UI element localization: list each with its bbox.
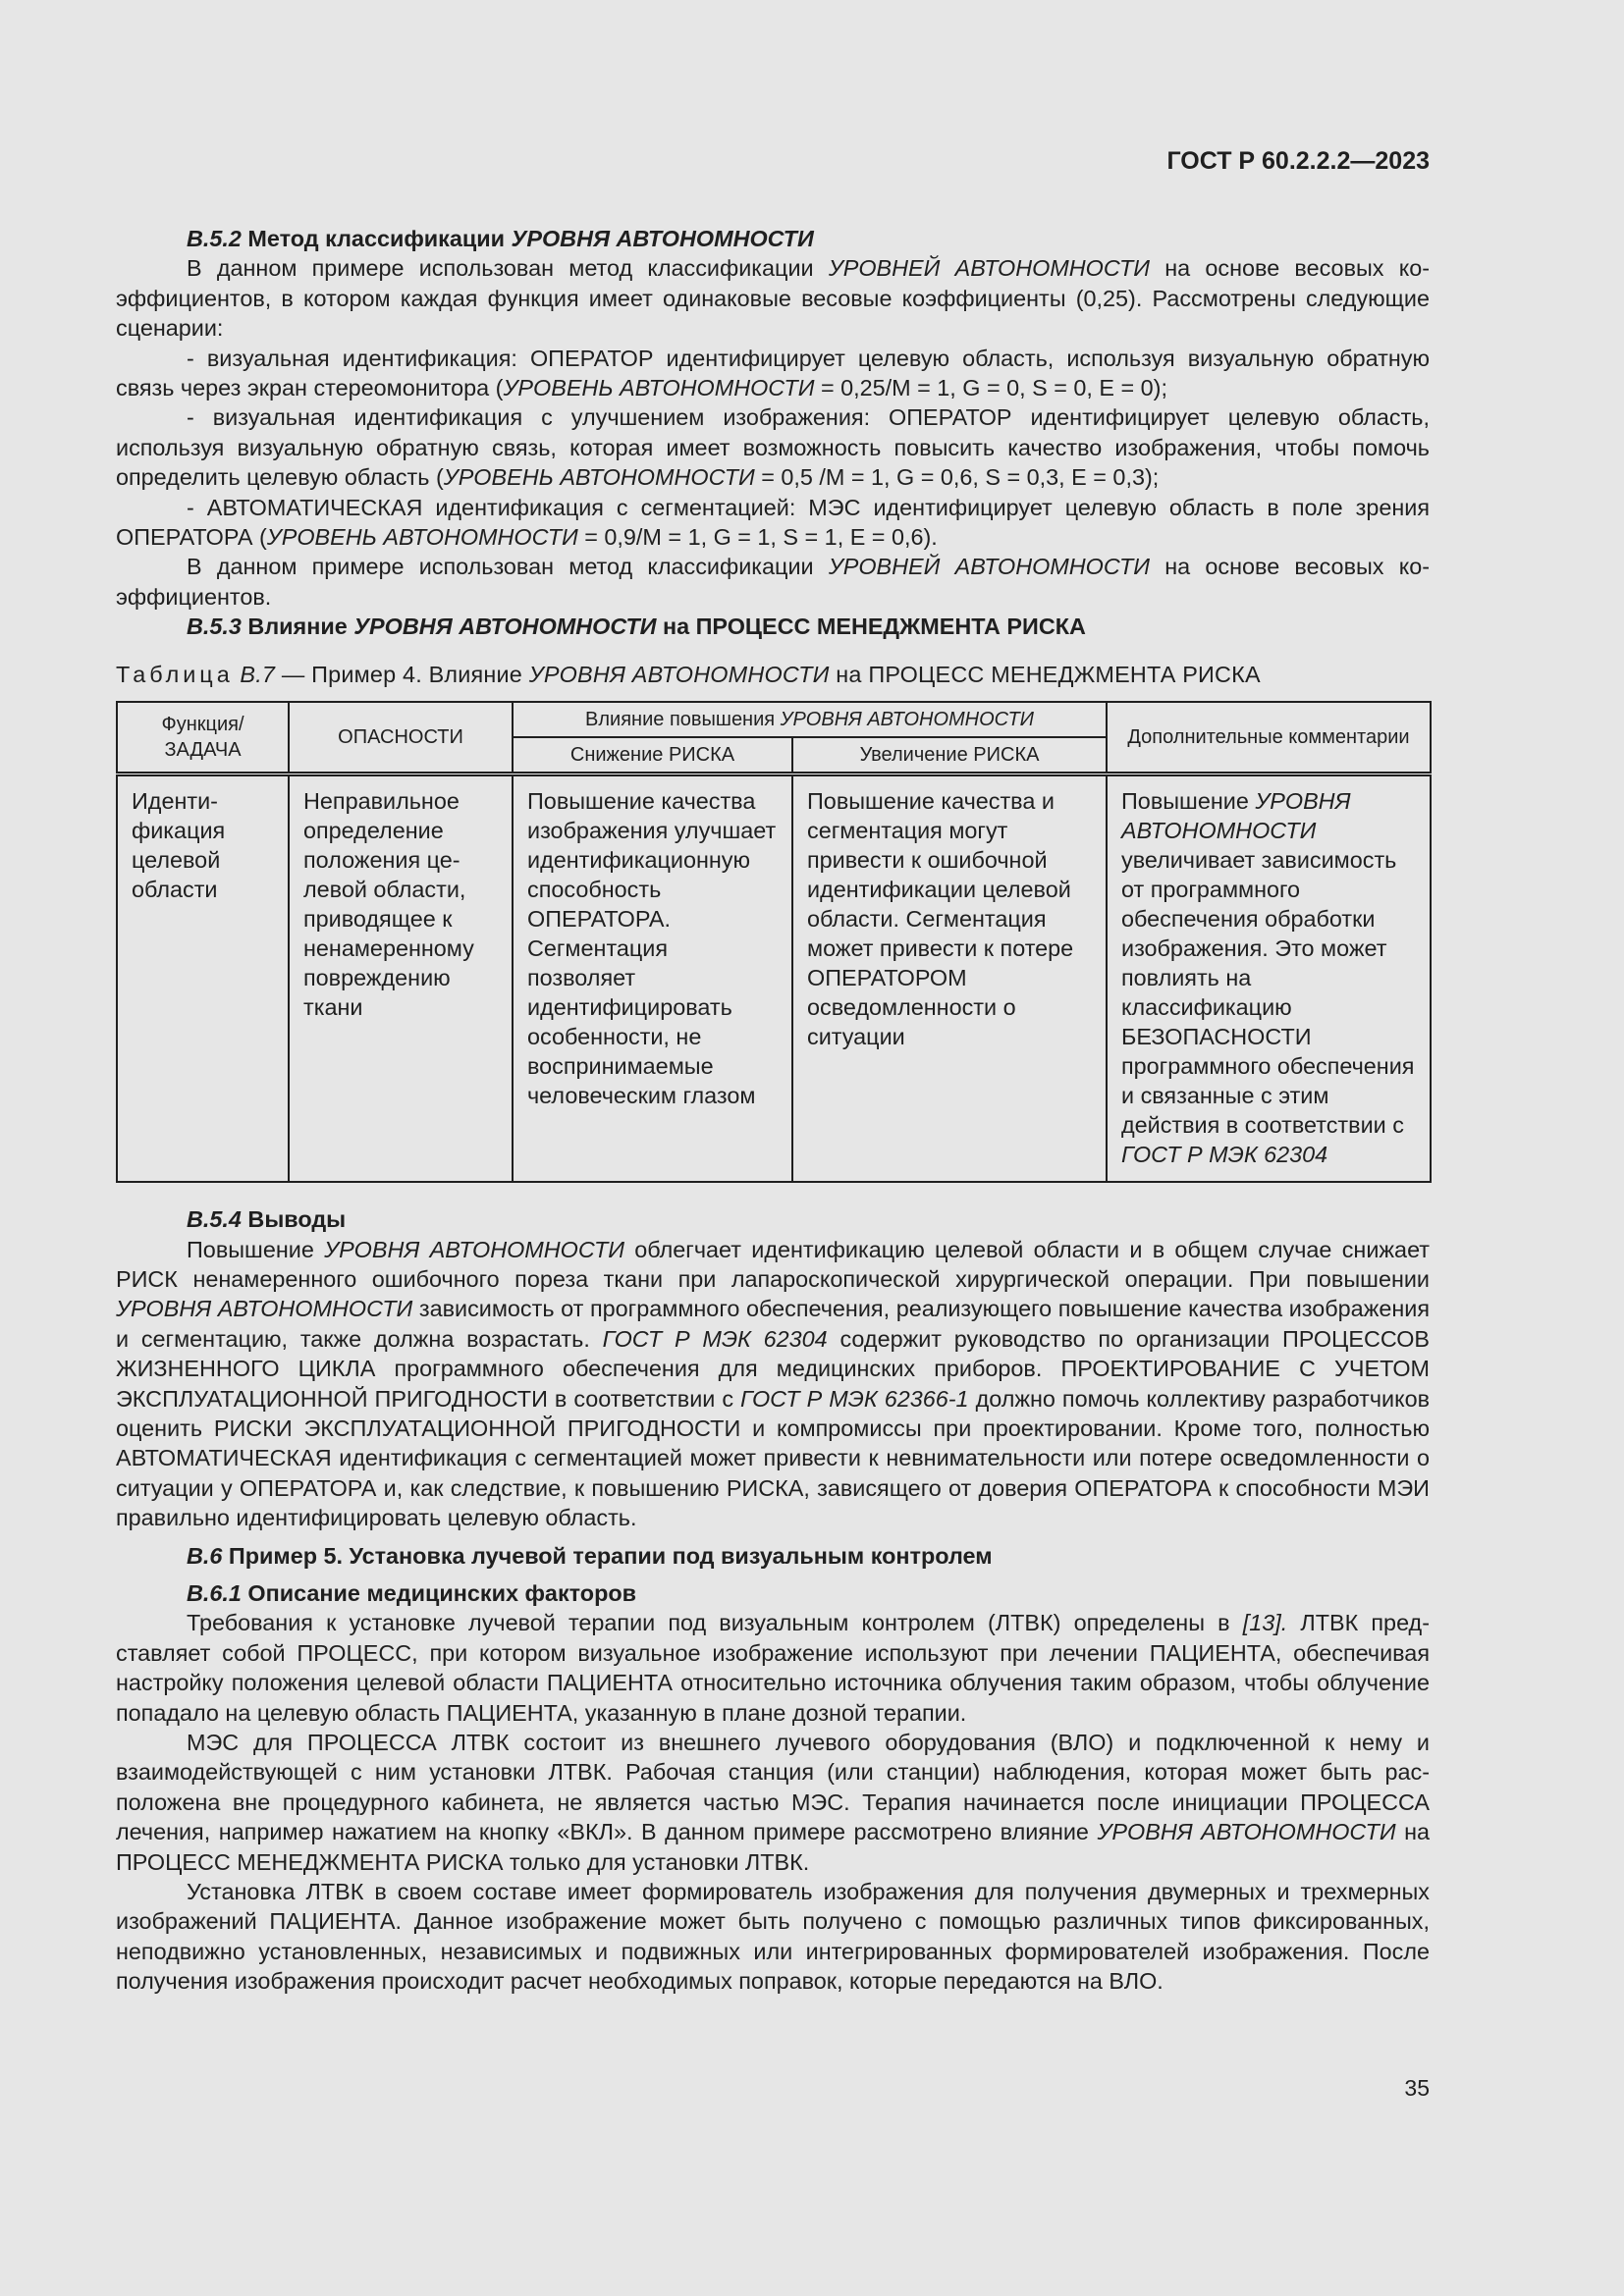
section-title: Влияние [247, 614, 348, 640]
table-header-row [117, 702, 1431, 737]
text: Влияние повышения [585, 709, 776, 731]
cell-hazards: Неправильное определение положения целевой области, приводящее к ненамеренному повреждению ткани [289, 774, 513, 1183]
col-header-hazards: ОПАСНОСТИ [289, 702, 513, 774]
section-b53-heading [116, 612, 1430, 641]
text: В данном примере использован метод классификации [187, 554, 814, 580]
standard-reference: ГОСТ Р МЭК 62304 [602, 1325, 828, 1352]
section-title: Пример 5. Установка лучевой терапии под визуальным контролем [228, 1542, 993, 1569]
text: должно помочь коллективу разработчиков оценить РИСКИ ЭКСПЛУАТАЦИОННОЙ ПРИГОДНОСТИ и компромиссы при проектировании. Кроме того, полностью АВТОМАТИЧЕСКАЯ идентификация с сегментацией может привести к невнимательности или потере осведомленности о ситуации у ОПЕРАТОРА и, как следствие, к повышению РИСКА, зависящего от доверия ОПЕРАТОРА к способности МЭИ правильно идентифицировать целевую область. [116, 1385, 1431, 1531]
col-header-comments: Дополнительные комментарии [1107, 702, 1431, 774]
term: УРОВНЯ АВТОНОМНОСТИ [528, 661, 830, 687]
section-b61-heading [116, 1578, 1430, 1608]
text: Повышение [187, 1236, 314, 1262]
term: УРОВЕНЬ АВТОНОМНОСТИ [266, 524, 578, 551]
term: УРОВНЯ АВТОНОМНОСТИ [1121, 788, 1351, 844]
paragraph [116, 1728, 1430, 1877]
term: УРОВНЕЙ АВТОНОМНОСТИ [828, 554, 1151, 580]
cell-increase: Повышение качества и сегментация могут привести к ошибочной идентификации целевой области. Сегментация может привести к потере ОПЕРАТОРОМ осведомленности о ситуации [792, 774, 1107, 1183]
col-header-increase: Увеличение РИСКА [792, 737, 1107, 774]
term: УРОВНЕЙ АВТОНОМНОСТИ [828, 255, 1151, 282]
text: на основе весовых коэффициентов. [116, 554, 1431, 610]
term: УРОВНЯ АВТОНОМНОСТИ [780, 709, 1034, 731]
section-b6-heading [116, 1541, 1430, 1571]
section-title: Описание медицинских факторов [247, 1579, 637, 1606]
text: — Пример 4. Влияние [281, 661, 522, 687]
term: УРОВНЯ АВТОНОМНОСТИ [116, 1296, 413, 1322]
paragraph [116, 253, 1430, 343]
section-b54-heading [116, 1204, 1430, 1234]
cell-comments [1107, 774, 1431, 1183]
formula-values: = 0,9/M = 1, G = 1, S = 1, E = 0,6). [577, 524, 938, 551]
text: - визуальная идентификация с улучшением изображения: ОПЕРАТОР идентифицирует целевую область, используя визуальную обратную связь, которая имеет возможность повысить качество изображения, чтобы помочь определить целевую область ( [116, 404, 1430, 491]
table-number: B.7 [240, 661, 276, 687]
text: ЛТВК представляет собой ПРОЦЕСС, при котором визуальное изображение используют при лечении ПАЦИЕНТА, обеспечивая настройку положения целевой области ПАЦИЕНТА относительно источника облучения таким образом, чтобы облучение попадало на целевую область ПАЦИЕНТА, указанную в плане дозной терапии. [116, 1610, 1431, 1726]
section-title: Выводы [247, 1206, 347, 1233]
text: - визуальная идентификация: ОПЕРАТОР идентифицирует целевую область, используя визуальную обратную связь через экран стереомонитора ( [116, 345, 1430, 401]
term: УРОВНЯ АВТОНОМНОСТИ [324, 1236, 624, 1262]
col-header-influence [513, 702, 1107, 737]
section-title: Метод классификации [247, 226, 506, 251]
col-header-decrease: Снижение РИСКА [513, 737, 792, 774]
text: Повышение [1121, 788, 1249, 815]
list-item [116, 493, 1430, 553]
standard-code-header: ГОСТ Р 60.2.2.2—2023 [1166, 147, 1430, 175]
paragraph [116, 552, 1430, 612]
formula-values: = 0,25/M = 1, G = 0, S = 0, E = 0); [814, 375, 1167, 401]
paragraph [116, 1235, 1430, 1533]
text: увеличивает зависимость от программного обеспечения обработки изображения. Это может повлиять на классификацию БЕЗОПАСНОСТИ программного обеспечения и связанные с этим действия в соответствии с [1121, 847, 1415, 1139]
text: МЭС для ПРОЦЕССА ЛТВК состоит из внешнего лучевого оборудования (ВЛО) и подключенной к нему и взаимодействующей с ним установки ЛТВК. Рабочая станция (или станции) наблюдения, которая может быть расположена вне процедурного кабинета, не является частью МЭС. Терапия начинается после инициации ПРОЦЕССА лечения, например нажатием на кнопку «ВКЛ». В данном примере рассмотрено влияние [116, 1730, 1430, 1845]
standard-reference: ГОСТ Р МЭК 62366-1 [740, 1385, 969, 1412]
section-title-term: УРОВНЯ АВТОНОМНОСТИ [511, 226, 814, 251]
section-number: B.5.4 [187, 1206, 242, 1233]
list-item [116, 344, 1430, 403]
risk-influence-table [116, 701, 1432, 1183]
section-b52-heading [116, 224, 1430, 253]
term: УРОВНЯ АВТОНОМНОСТИ [1097, 1819, 1396, 1845]
page-number: 35 [1404, 2075, 1430, 2101]
standard-reference: ГОСТ Р МЭК 62304 [1121, 1142, 1328, 1168]
text: на основе весовых коэффициентов, в котором каждая функция имеет одинаковые весовые коэффициенты (0,25). Рассмотрены следующие сценарии: [116, 255, 1431, 342]
section-number: B.5.2 [187, 226, 242, 251]
text: Требования к установке лучевой терапии под визуальным контролем (ЛТВК) определены в [187, 1610, 1230, 1636]
text: зависимость от программного обеспечения, реализующего повышение качества изображения и сегментацию, также должна возрастать. [116, 1296, 1430, 1352]
text: облегчает идентификацию целевой области и в общем случае снижает РИСК ненамеренного ошибочного пореза ткани при лапароскопической хирургической операции. При повышении [116, 1236, 1431, 1292]
term: УРОВЕНЬ АВТОНОМНОСТИ [443, 464, 755, 491]
cell-decrease: Повышение качества изображения улучшает идентификационную способность ОПЕРАТОРА. Сегментация позволяет идентифицировать особенности, не воспринимаемые человеческим глазом [513, 774, 792, 1183]
text: содержит руководство по организации ПРОЦЕССОВ ЖИЗНЕННОГО ЦИКЛА программного обеспечения для медицинских приборов. ПРОЕКТИРОВАНИЕ С УЧЕТОМ ЭКСПЛУАТАЦИОННОЙ ПРИГОДНОСТИ в соответствии с [116, 1325, 1431, 1412]
col-header-function: Функция/ ЗАДАЧА [117, 702, 289, 774]
text: - АВТОМАТИЧЕСКАЯ идентификация с сегментацией: МЭС идентифицирует целевую область в поле зрения ОПЕРАТОРА ( [116, 494, 1430, 551]
table-caption [116, 660, 1430, 689]
table-caption-word: Таблица [116, 661, 234, 687]
table-row [117, 774, 1431, 1183]
section-title: на ПРОЦЕСС МЕНЕДЖМЕНТА РИСКА [662, 614, 1086, 640]
page-content [116, 224, 1430, 1997]
paragraph: Установка ЛТВК в своем составе имеет формирователь изображения для получения двумерных и трехмерных изображений ПАЦИЕНТА. Данное изображение может быть получено с помощью различных типов фиксированных, неподвижно установленных, независимых и подвижных или интегрированных формирователей изображения. После получения изображения происходит расчет необходимых поправок, которые передаются на ВЛО. [116, 1879, 1430, 1995]
text: на ПРОЦЕСС МЕНЕДЖМЕНТА РИСКА [836, 661, 1261, 687]
section-title-term: УРОВНЯ АВТОНОМНОСТИ [353, 614, 657, 640]
bibliography-reference: [13]. [1242, 1610, 1288, 1636]
list-item [116, 402, 1430, 492]
section-number: B.6 [187, 1542, 223, 1569]
term: УРОВЕНЬ АВТОНОМНОСТИ [503, 375, 815, 401]
section-number: B.6.1 [187, 1579, 242, 1606]
section-number: B.5.3 [187, 614, 242, 640]
text: В данном примере использован метод классификации [187, 255, 814, 282]
paragraph [116, 1608, 1430, 1728]
cell-function: Идентификация целевой области [117, 774, 289, 1183]
text: на ПРОЦЕСС МЕНЕДЖМЕНТА РИСКА только для установки ЛТВК. [116, 1819, 1431, 1875]
formula-values: = 0,5 /M = 1, G = 0,6, S = 0,3, E = 0,3); [754, 464, 1160, 491]
